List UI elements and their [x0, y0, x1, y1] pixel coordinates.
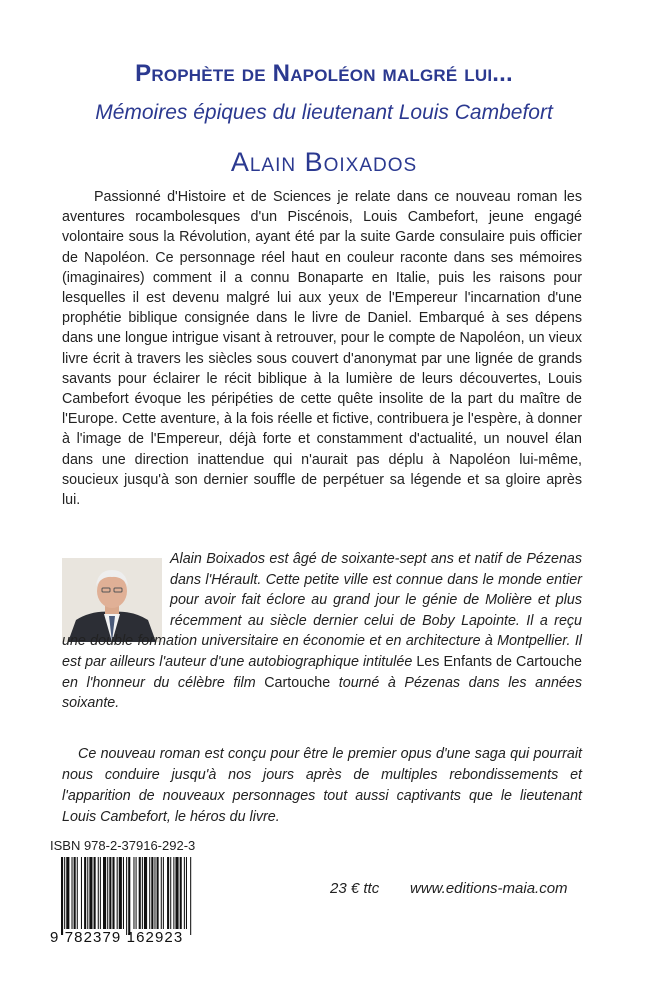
barcode-bar	[109, 857, 111, 929]
barcode-bar	[149, 857, 150, 929]
barcode-bar	[64, 857, 65, 929]
barcode-bar	[117, 857, 118, 929]
barcode-bar	[74, 857, 76, 929]
barcode-bar	[94, 857, 96, 929]
barcode-bar	[112, 857, 114, 929]
barcode-bar	[173, 857, 174, 929]
author-name: Alain Boixados	[230, 147, 418, 177]
barcode-bar	[66, 857, 69, 929]
barcode-bar	[144, 857, 147, 929]
barcode-bar	[61, 857, 63, 935]
barcode-bar	[77, 857, 78, 929]
barcode-bar	[133, 857, 134, 929]
publisher-website: www.editions-maia.com	[410, 880, 568, 897]
barcode-bar	[163, 857, 164, 929]
synopsis-paragraph: Passionné d'Histoire et de Sciences je relate dans ce nouveau roman les aventures rocambolesques d'un Piscénois, Louis Cambefort, jeune engagé volontaire sous la Révolution, ayant été par la suite Garde consulaire puis officier de Napoléon. Ce personnage réel haut en couleur raconte dans ses mémoires (imaginaires) comment il a connu Bonaparte en Italie, puis les raisons pour lesquelles il est devenu malgré lui aux yeux de l'Empereur l'incarnation d'une prophétie biblique consignée dans le livre de Daniel. Embarqué à ses dépens dans une longue intrigue visant à retrouver, pour le compte de Napoléon, un vieux livre écrit à travers les siècles sous couvert d'anonymat par une lignée de grands savants pour éclairer le récit biblique à la lumière de leurs découvertes, Louis Cambefort évoque les péripéties de cette quête insolite de la part du maître de l'Europe. Cette aventure, à la fois réelle et fictive, contribuera je l'espère, à donner à l'image de l'Empereur, déjà forte et constamment d'actualité, un nouvel élan dans une direction inattendue qui n'aurait pas déplu à Napoléon lui-même, soucieux jusqu'à son dernier souffle de perpétuer sa légende et sa gloire après lui.	[62, 189, 582, 509]
barcode-digits: 9 782379 162923	[50, 929, 184, 946]
bio-film-title: Cartouche	[264, 674, 331, 691]
barcode-bar	[184, 857, 185, 929]
barcode-bar	[89, 857, 92, 929]
barcode-bar	[103, 857, 106, 929]
book-title: Prophète de Napoléon malgré lui...	[135, 60, 513, 87]
barcode-bar	[128, 857, 130, 935]
barcode-bar	[123, 857, 124, 929]
barcode-bar	[98, 857, 99, 929]
author-bio	[62, 549, 582, 714]
barcode-bar	[186, 857, 187, 929]
barcode-bar	[180, 857, 182, 929]
barcode-bar	[136, 857, 137, 929]
barcode-bar	[142, 857, 143, 929]
barcode-bar	[167, 857, 169, 929]
bio-text-3: tourné à Pézenas dans les années soixante.	[62, 674, 582, 712]
barcode-bar	[126, 857, 127, 935]
isbn-label: ISBN 978-2-37916-292-3	[50, 838, 196, 853]
bio-text-2: en l'honneur du célèbre film	[62, 674, 265, 691]
bio-text-1: Alain Boixados est âgé de soixante-sept ans et natif de Pézenas dans l'Hérault. Cette petite ville est connue dans le monde entier pour avoir fait éclore au grand jour le génie de Molière et plus récemment au siècle dernier celui de Boby Lapointe. Il a reçu une double formation universitaire en économie et en architecture à Montpellier. Il est par ailleurs l'auteur d'une autobiographique intitulée	[62, 551, 582, 670]
barcode-bar	[161, 857, 162, 929]
barcode-bar	[175, 857, 178, 929]
barcode-bar	[139, 857, 141, 929]
barcode-bar	[84, 857, 86, 929]
closing-paragraph: Ce nouveau roman est conçu pour être le premier opus d'une saga qui pourrait nous conduire jusqu'à nos jours après de multiples rebondissements et l'apparition de nouveaux personnages tout aussi captivants que le lieutenant Louis Cambefort, le héros du livre.	[62, 746, 582, 825]
barcode-bar	[87, 857, 88, 929]
bio-book-title: Les Enfants de Cartouche	[416, 653, 582, 670]
barcode-bar	[107, 857, 108, 929]
book-subtitle: Mémoires épiques du lieutenant Louis Cambefort	[95, 101, 553, 124]
barcode-bar	[119, 857, 122, 929]
price: 23 € ttc	[330, 880, 380, 897]
barcode-bar	[81, 857, 82, 929]
barcode-bar	[72, 857, 73, 929]
barcode-bar	[154, 857, 155, 929]
barcode-bar	[157, 857, 159, 929]
barcode-bar	[100, 857, 101, 929]
barcode-bar	[170, 857, 171, 929]
barcode-bar	[190, 857, 191, 935]
barcode-bar	[151, 857, 153, 929]
barcode	[60, 857, 194, 935]
